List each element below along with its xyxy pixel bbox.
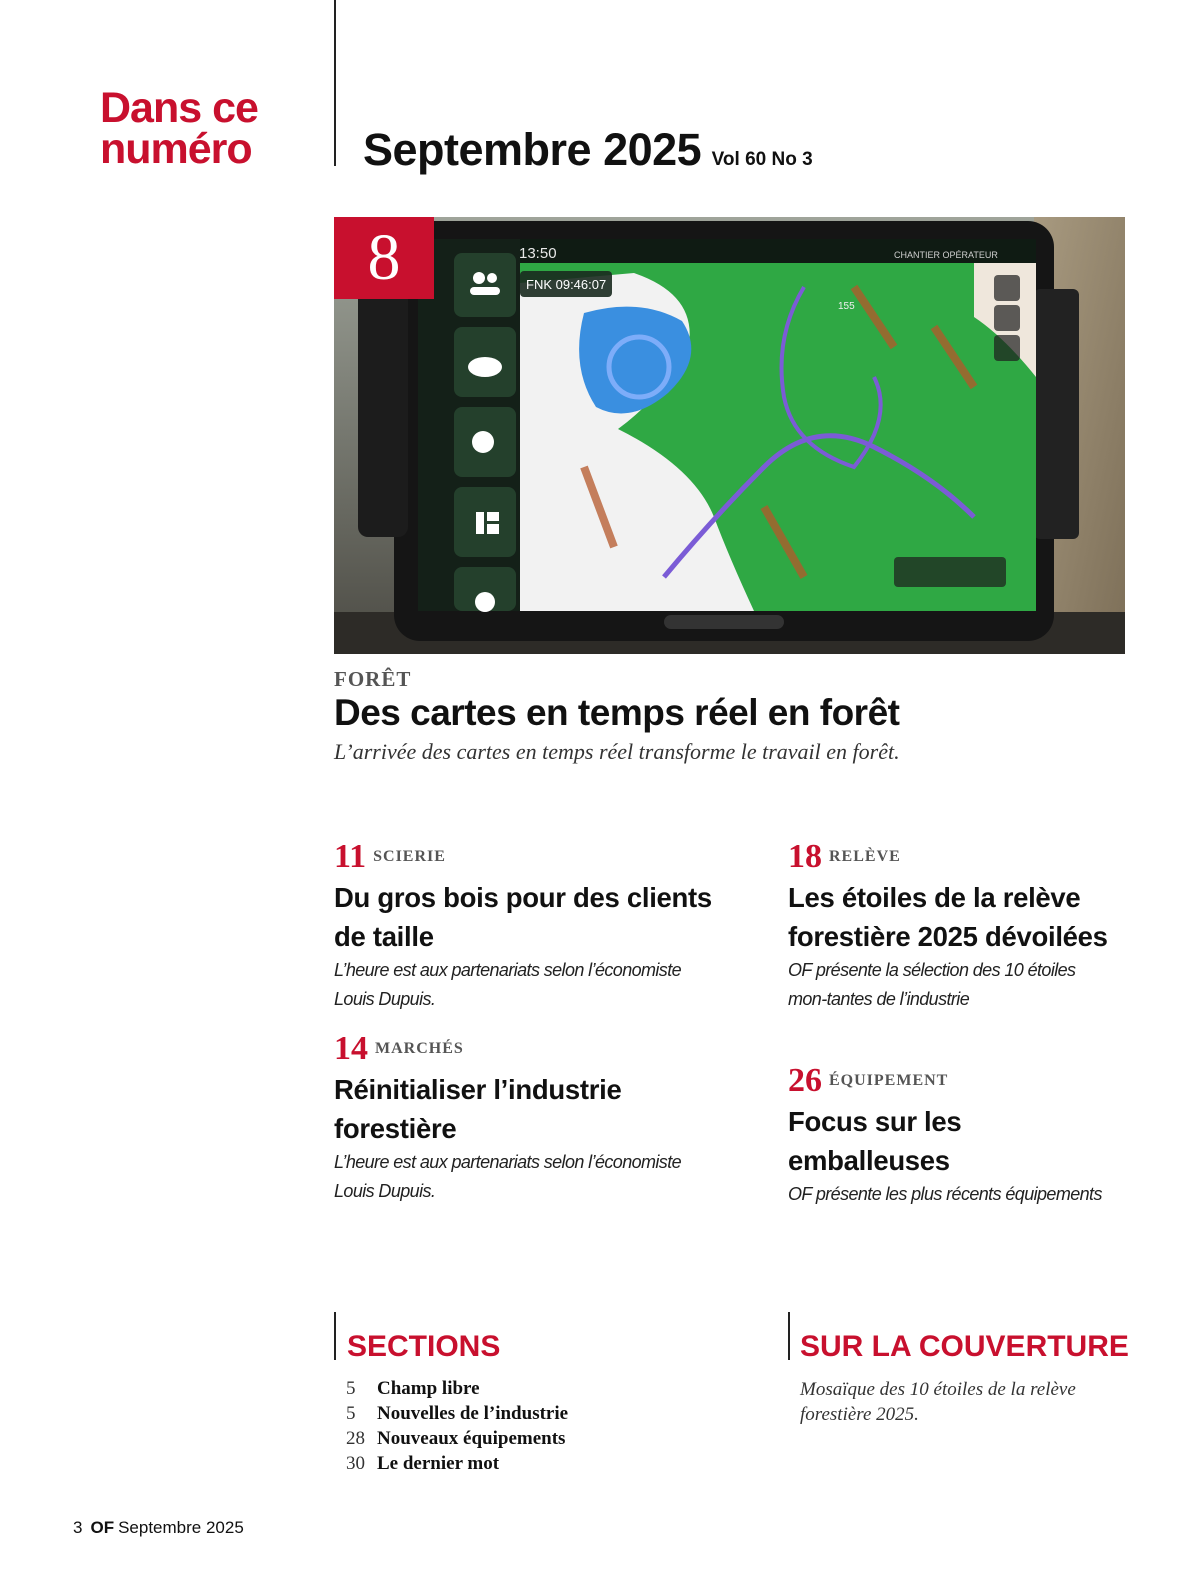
- screen-header: CHANTIER OPÉRATEUR: [894, 250, 998, 260]
- dashboard-icon: [454, 487, 516, 557]
- story-deck: OF présente les plus récents équipements: [788, 1184, 1102, 1204]
- section-page: 5: [346, 1378, 356, 1399]
- feature-category: FORÊT: [334, 667, 412, 691]
- map-tools: [894, 557, 1006, 587]
- section-label: Nouvelles de l’industrie: [377, 1403, 569, 1424]
- tablet-map-illustration: [334, 217, 1125, 654]
- story-title[interactable]: Du gros bois pour des clients de taille: [334, 882, 712, 952]
- section-item[interactable]: [346, 1376, 706, 1401]
- screen-label: 155: [838, 301, 855, 312]
- story-deck: L’heure est aux partenariats selon l’économiste Louis Dupuis.: [334, 1152, 682, 1201]
- locate-icon: [994, 335, 1020, 361]
- section-item[interactable]: [346, 1451, 706, 1476]
- cover-divider: [788, 1312, 790, 1360]
- story-title[interactable]: Réinitialiser l’industrie forestière: [334, 1074, 622, 1144]
- story-category: RELÈVE: [829, 848, 901, 865]
- issue-date: Septembre 2025: [363, 124, 702, 175]
- issue-volume: Vol 60 No 3: [711, 149, 813, 170]
- sections-list: [346, 1376, 706, 1476]
- sections-title: SECTIONS: [347, 1330, 501, 1363]
- cover-title: SUR LA COUVERTURE: [800, 1330, 1129, 1363]
- section-label: Le dernier mot: [377, 1453, 500, 1474]
- section-label: Champ libre: [377, 1378, 480, 1399]
- story-item[interactable]: [334, 1030, 714, 1206]
- story-deck: L’heure est aux partenariats selon l’économiste Louis Dupuis.: [334, 960, 682, 1009]
- story-category: ÉQUIPEMENT: [829, 1072, 949, 1089]
- story-page-number: 14: [334, 1030, 368, 1067]
- screen-tag: FNK 09:46:07: [526, 277, 607, 292]
- feature-page-badge: 8: [334, 217, 434, 299]
- story-deck: OF présente la sélection des 10 étoiles mon-tantes de l’industrie: [788, 960, 1076, 1009]
- story-item[interactable]: [788, 1062, 1118, 1209]
- section-item[interactable]: [346, 1401, 706, 1426]
- page-footer: [73, 1518, 244, 1538]
- zoom-out-icon: [994, 305, 1020, 331]
- section-page: 30: [346, 1453, 365, 1474]
- header-divider: [334, 0, 336, 166]
- cover-description: Mosaïque des 10 étoiles de la relève forestière 2025.: [800, 1379, 1076, 1425]
- story-item[interactable]: [334, 838, 714, 1014]
- zoom-in-icon: [994, 275, 1020, 301]
- footer-brand: OF: [90, 1518, 115, 1537]
- users-icon: [454, 253, 516, 317]
- section-item[interactable]: [346, 1426, 706, 1451]
- screen-time: 13:50: [519, 245, 557, 262]
- section-page: 5: [346, 1403, 356, 1424]
- section-page: 28: [346, 1428, 365, 1449]
- footer-page-number: 3: [73, 1518, 83, 1537]
- sections-divider: [334, 1312, 336, 1360]
- toc-heading: Dans ce numéro: [100, 84, 258, 173]
- story-category: SCIERIE: [373, 848, 446, 865]
- section-label: Nouveaux équipements: [377, 1428, 566, 1449]
- story-title[interactable]: Focus sur les emballeuses: [788, 1106, 962, 1176]
- story-item[interactable]: [788, 838, 1118, 1014]
- story-page-number: 18: [788, 838, 822, 875]
- story-title[interactable]: Les étoiles de la relève forestière 2025 dévoilées: [788, 882, 1108, 952]
- story-page-number: 26: [788, 1062, 822, 1099]
- story-category: MARCHÉS: [375, 1040, 464, 1057]
- feature-deck: L’arrivée des cartes en temps réel transforme le travail en forêt.: [334, 739, 900, 764]
- feature-photo[interactable]: [334, 217, 1125, 654]
- story-page-number: 11: [334, 838, 367, 875]
- feature-title[interactable]: Des cartes en temps réel en forêt: [334, 692, 900, 733]
- issue-info: [363, 124, 813, 176]
- footer-issue: Septembre 2025: [118, 1518, 244, 1537]
